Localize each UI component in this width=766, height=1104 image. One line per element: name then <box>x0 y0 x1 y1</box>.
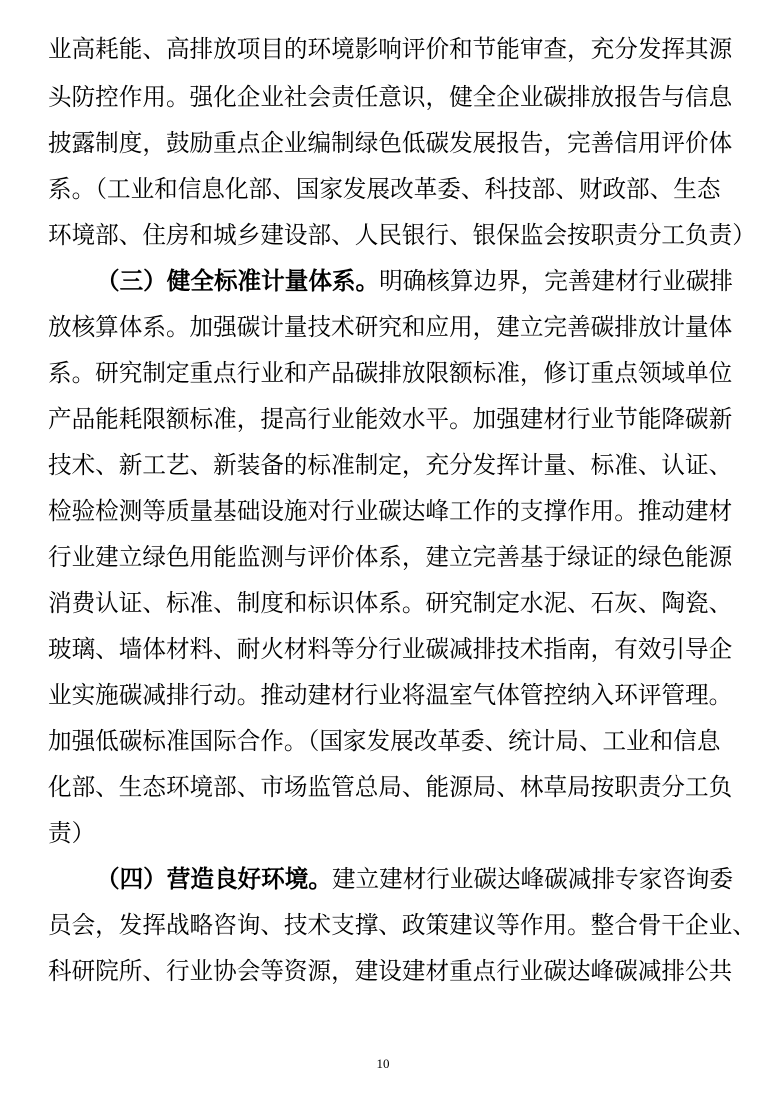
body-text-line: 加强低碳标准国际合作。（国家发展改革委、统计局、工业和信息 <box>48 727 721 755</box>
page-number: 10 <box>376 1056 390 1071</box>
body-text-line: 化部、生态环境部、市场监管总局、能源局、林草局按职责分工负 <box>48 773 733 801</box>
section-3-first-line-text: 明确核算边界，完善建材行业碳排 <box>379 267 734 295</box>
section-4-first-line-text: 建立建材行业碳达峰碳减排专家咨询委 <box>331 865 734 893</box>
body-text-line: 技术、新工艺、新装备的标准制定，充分发挥计量、标准、认证、 <box>48 451 733 479</box>
body-text-line: 头防控作用。强化企业社会责任意识，健全企业碳排放报告与信息 <box>48 83 733 111</box>
body-text-line: 系。研究制定重点行业和产品碳排放限额标准，修订重点领域单位 <box>48 359 733 387</box>
section-4-heading: （四）营造良好环境。 <box>96 865 332 893</box>
section-4-first-line <box>96 864 734 894</box>
body-text-line: 披露制度，鼓励重点企业编制绿色低碳发展报告，完善信用评价体 <box>48 129 733 157</box>
body-text-line: 行业建立绿色用能监测与评价体系，建立完善基于绿证的绿色能源 <box>48 543 733 571</box>
body-text-line: 责） <box>48 819 96 847</box>
body-text-line: 消费认证、标准、制度和标识体系。研究制定水泥、石灰、陶瓷、 <box>48 589 733 617</box>
body-text-line: 产品能耗限额标准，提高行业能效水平。加强建材行业节能降碳新 <box>48 405 733 433</box>
body-text-line: 环境部、住房和城乡建设部、人民银行、银保监会按职责分工负责） <box>48 221 756 249</box>
body-text-line: 业实施碳减排行动。推动建材行业将温室气体管控纳入环评管理。 <box>48 681 733 709</box>
body-text-line: 科研院所、行业协会等资源，建设建材重点行业碳达峰碳减排公共 <box>48 957 733 985</box>
body-text-line: 系。（工业和信息化部、国家发展改革委、科技部、财政部、生态 <box>48 175 721 203</box>
section-3-heading: （三）健全标准计量体系。 <box>96 267 380 295</box>
body-text-line: 员会，发挥战略咨询、技术支撑、政策建议等作用。整合骨干企业、 <box>48 911 756 939</box>
section-3-first-line <box>96 266 734 296</box>
body-text-line: 业高耗能、高排放项目的环境影响评价和节能审查，充分发挥其源 <box>48 35 733 63</box>
body-text-line: 检验检测等质量基础设施对行业碳达峰工作的支撑作用。推动建材 <box>48 497 733 525</box>
body-text-line: 放核算体系。加强碳计量技术研究和应用，建立完善碳排放计量体 <box>48 313 733 341</box>
body-text-line: 玻璃、墙体材料、耐火材料等分行业碳减排技术指南，有效引导企 <box>48 635 733 663</box>
